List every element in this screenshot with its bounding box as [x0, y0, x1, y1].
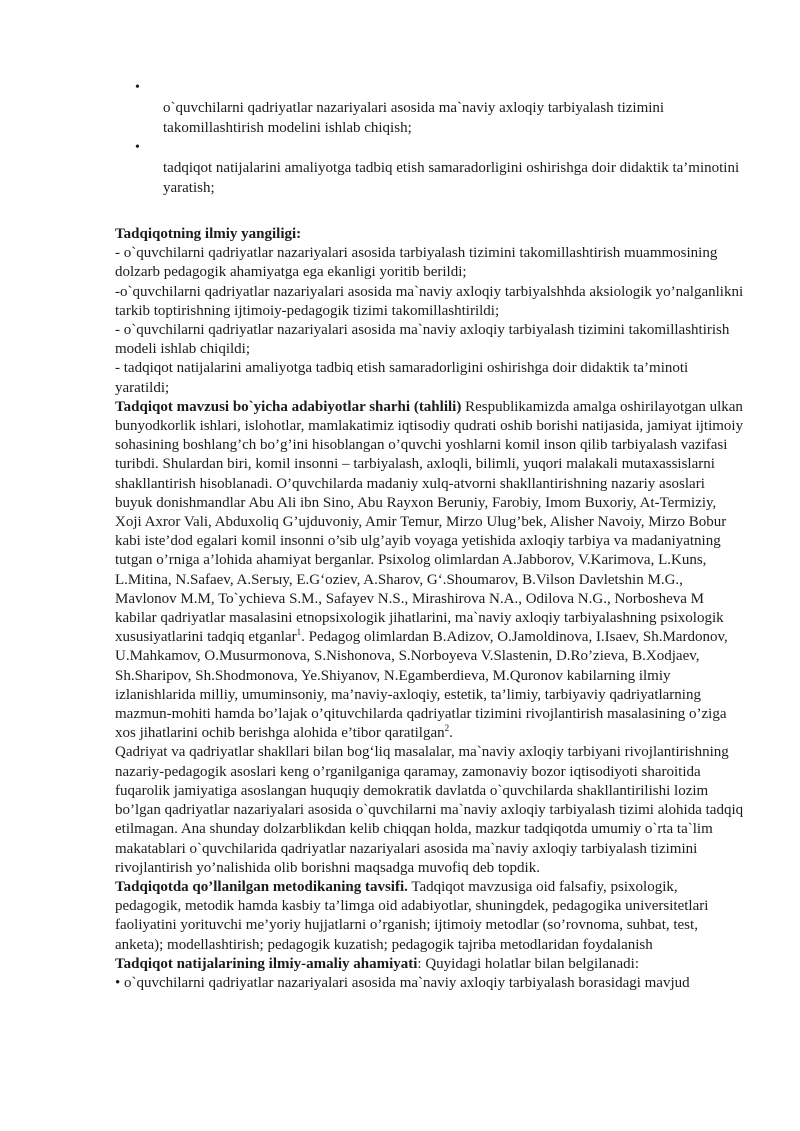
- literature-review-end: .: [449, 725, 453, 742]
- novelty-item: - tadqiqot natijalarini amaliyotga tadbiq etish samaradorligini oshirishga doir didaktik ta’minoti yaratildi;: [115, 360, 689, 396]
- methodology-text: Tadqiqot mavzusiga oid falsafiy, psixologik, pedagogik, metodik hamda kasbiy ta’limga oid adabiyotlar, shuningdek, pedagogika universitetlari faoliyatini yorituvchi me’yoriy hujjatlarni o’rganish; ijtimoiy metodlar (so’rovnoma, suhbat, test, anketa); modellashtirish; pedagogik kuzatish; pedagogik tajriba metodlaridan foydalanish: [115, 878, 709, 953]
- list-item: [133, 138, 740, 198]
- relevance-paragraph: Qadriyat va qadriyatlar shakllari bilan bog‘liq masalalar, ma`naviy axloqiy tarbiyani rivojlantirishning nazariy-pedagogik asoslari keng o’rganilganiga qaramay, zamonaviy bozor iqtisodiyoti sharoitida fuqarolik jamiyatiga asoslangan huquqiy demokratik davlatda o`quvchilarda shakllantirilishi lozim bo’lgan qadriyatlar nazariyalari asosida o`quvchilarni ma`naviy axloqiy tarbiyalash tizimi alohida tadqiq etilmagan. Ana shunday dolzarblikdan kelib chiqqan holda, mazkur tadqiqotda umumiy o`rta ta`lim makatablari o`quvchilarida qadriyatlar nazariyalari asosida ma`naviy axloqiy tarbiyalash tizimini rivojlantirish yo’nalishida olib borishni maqsadga muvofiq deb topdik.: [115, 744, 744, 876]
- body-text: [115, 225, 745, 993]
- literature-review-paragraph: [115, 398, 745, 744]
- significance-text: : Quyidagi holatlar bilan belgilanadi:: [417, 955, 640, 972]
- novelty-item: - o`quvchilarni qadriyatlar nazariyalari asosida ma`naviy axloqiy tarbiyalash tizimini takomillashtirish modeli ishlab chiqildi;: [115, 322, 730, 358]
- significance-paragraph: [115, 955, 745, 974]
- footnote-ref: 2: [444, 723, 450, 734]
- literature-review-text-continued: . Pedagog olimlardan B.Adizov, O.Jamoldinova, I.Isaev, Sh.Mardonov, U.Mahkamov, O.Musurmonova, S.Nishonova, S.Norboyeva V.Slastenin, D.Ro’zieva, B.Xodjaev, Sh.Sharipov, Sh.Shodmonova, Ye.Shiyanov, N.Egamberdieva, M.Quronov kabilarning ilmiy izlanishlarida milliy, umuminsoniy, ma’naviy-axloqiy, estetik, ta’limiy, tarbiyaviy qadriyatlarning mazmun-mohiti hamda bo’lajak o’qituvchilarda qadriyatlar tizimini rivojlantirish masalasining o’ziga xos jihatlarini ochib berishga alohida e’tibor qaratilgan: [115, 629, 728, 742]
- bullet-text: tadqiqot natijalarini amaliyotga tadbiq etish samaradorligini oshirishga doir didaktik ta’minotini yaratish;: [163, 160, 740, 196]
- bullet-symbol: •: [135, 140, 140, 155]
- bullet-symbol: •: [135, 80, 140, 95]
- significance-item: • o`quvchilarni qadriyatlar nazariyalari asosida ma`naviy axloqiy tarbiyalash borasidagi mavjud: [115, 974, 690, 991]
- bullet-list: [133, 78, 740, 198]
- bullet-text: o`quvchilarni qadriyatlar nazariyalari asosida ma`naviy axloqiy tarbiyalash tizimini takomillashtirish modelini ishlab chiqish;: [163, 100, 665, 136]
- novelty-item: - o`quvchilarni qadriyatlar nazariyalari asosida tarbiyalash tizimini takomillashtirish muammosining dolzarb pedagogik ahamiyatga ega ekanligi yoritib berildi;: [115, 245, 718, 281]
- novelty-heading: Tadqiqotning ilmiy yangiligi:: [115, 226, 302, 242]
- literature-review-heading: Tadqiqot mavzusi bo`yicha adabiyotlar sharhi (tahlili): [115, 398, 462, 415]
- significance-heading: Tadqiqot natijalarining ilmiy-amaliy ahamiyati: [115, 955, 418, 972]
- novelty-item: -o`quvchilarni qadriyatlar nazariyalari asosida ma`naviy axloqiy tarbiyalshhda aksiologik yo’nalganlikni tarkib toptirishning ijtimoiy-pedagogik tizimi takomillashtirildi;: [115, 283, 744, 319]
- methodology-heading: Tadqiqotda qo’llanilgan metodikaning tavsifi.: [115, 878, 408, 895]
- list-item: [133, 78, 733, 138]
- methodology-paragraph: [115, 878, 745, 955]
- literature-review-text: Respublikamizda amalga oshirilayotgan ulkan bunyodkorlik ishlari, islohotlar, mamlakatimiz iqtisodiy qudrati oshib borishi natijasida, jamiyat ijtimoiy sohasining boshlang’ch bo’g’ini hisoblangan o’quvchi yoshlarni komil inson qilib tarbiyalash vazifasi turibdi. Shulardan biri, komil insonni – tarbiyalash, axloqli, bilimli, yuqori malakali mutaxassislarni shakllantirish hisoblanadi. O’quvchilarda madaniy xulq-atvorni shakllantirishning nazariy asoslari buyuk donishmandlar Abu Ali ibn Sino, Abu Rayxon Beruniy, Farobiy, Imom Buxoriy, At-Termiziy, Xoji Axror Vali, Abduxoliq G’ujduvoniy, Amir Temur, Mirzo Ulug’bek, Alisher Navoiy, Mirzo Bobur kabi iste’dod egalari komil insonni o’sib ulg’ayib voyaga yetishida axloqiy tarbiya va madaniyatning tutgan o’rniga a’lohida ahamiyat berganlar. Psixolog olimlardan A.Jabborov, V.Karimova, L.Kuns, L.Mitina, N.Safaev, A.Seгыy, E.G‘oziev, A.Sharov, G‘.Shoumarov, B.Vilson Davletshin M.G., Mavlonov M.M, To`ychieva S.M., Safayev N.S., Mirashirova N.A., Odilova N.G., Norbosheva M kabilar qadriyatlar masalasini etnopsixologik jihatlarini, ma`naviy axloqiy tarbiyalashning psixologik xususiyatlarini tadqiq etganlar: [115, 398, 744, 646]
- footnote-ref: 1: [296, 627, 302, 638]
